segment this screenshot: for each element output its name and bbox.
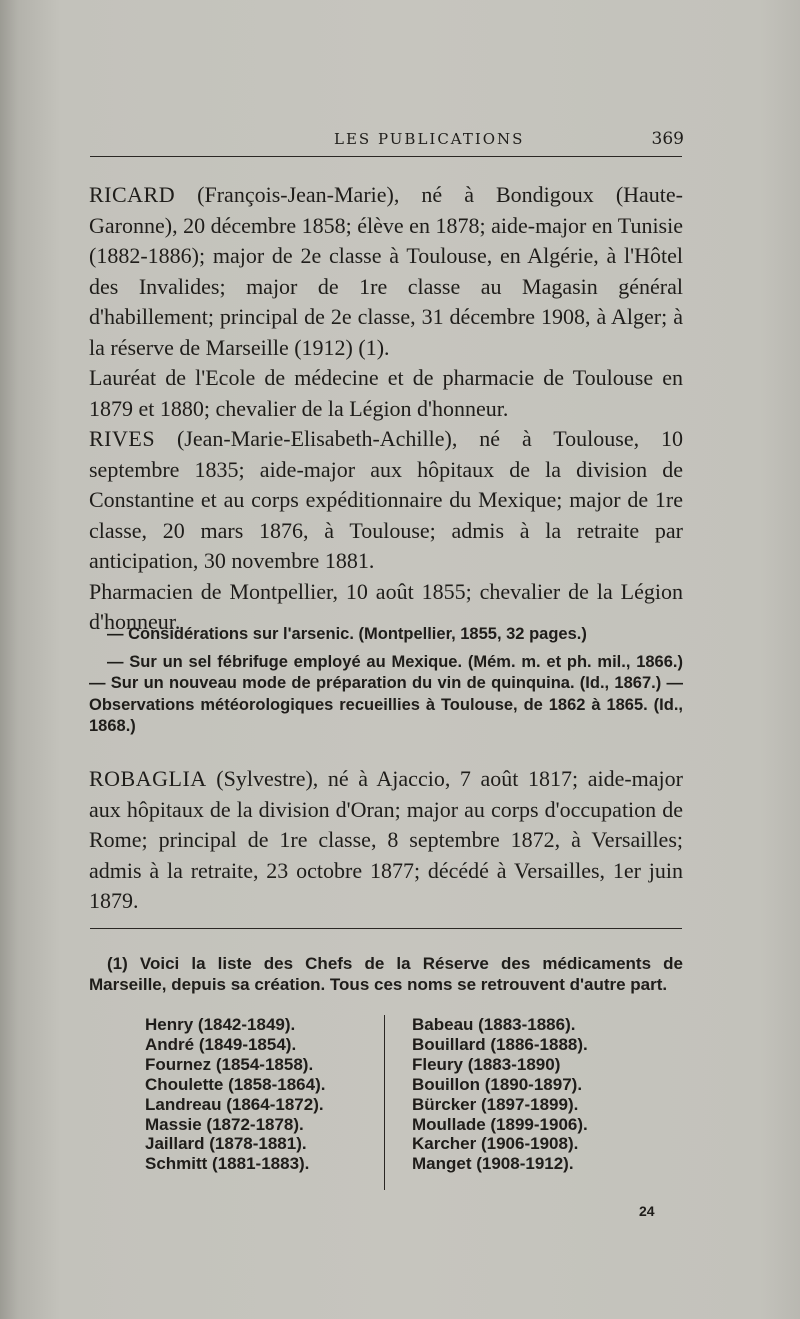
running-head: [0, 130, 800, 154]
list-item: Bouillon (1890-1897).: [412, 1074, 583, 1094]
entry-name: RICARD: [89, 182, 176, 207]
list-item: Jaillard (1878-1881).: [145, 1134, 307, 1154]
list-item: Choulette (1858-1864).: [145, 1074, 326, 1094]
right-column: [412, 1015, 588, 1174]
list-item: Bürcker (1897-1899).: [412, 1094, 579, 1114]
bibliography-item: — Considérations sur l'arsenic. (Montpellier, 1855, 32 pages.): [107, 625, 587, 643]
entry-note: Lauréat de l'Ecole de médecine et de pharmacie de Toulouse en 1879 et 1880; chevalier de la Légion d'honneur.: [89, 365, 683, 421]
signature-mark: 24: [639, 1203, 655, 1219]
list-item: Schmitt (1881-1883).: [145, 1154, 310, 1174]
list-item: Landreau (1864-1872).: [145, 1094, 324, 1114]
list-item: Fournez (1854-1858).: [145, 1054, 314, 1074]
entry-ricard: [89, 180, 683, 424]
footnote: [89, 953, 683, 995]
bibliography-item: — Sur un sel fébrifuge employé au Mexique. (Mém. m. et ph. mil., 1866.) — Sur un nouveau mode de préparation du vin de quinquina. (Id., 1867.) — Observations météorologiques recueillies à Toulouse, de 1862 à 1865. (Id., 1868.): [89, 652, 683, 735]
reserve-chiefs-list: [0, 1015, 800, 1255]
list-item: Fleury (1883-1890): [412, 1054, 561, 1074]
list-item: Moullade (1899-1906).: [412, 1114, 588, 1134]
entry-name: RIVES: [89, 426, 156, 451]
header-rule: [90, 156, 682, 157]
bibliography-rives: [89, 624, 683, 738]
list-item: Manget (1908-1912).: [412, 1154, 574, 1174]
list-item: Babeau (1883-1886).: [412, 1015, 576, 1034]
entry-body: (Sylvestre), né à Ajaccio, 7 août 1817; aide-major aux hôpitaux de la division d'Oran; major au corps d'occupation de Rome; principal de 1re classe, 8 septembre 1872, à Versailles; admis à la retraite, 23 octobre 1877; décédé à Versailles, 1er juin 1879.: [89, 766, 683, 913]
left-column: [145, 1015, 325, 1174]
page-number: 369: [651, 129, 684, 149]
footnote-rule: [90, 928, 682, 929]
entry-name: ROBAGLIA: [89, 766, 207, 791]
entry-note: Pharmacien de Montpellier, 10 août 1855; chevalier de la Légion d'honneur.: [89, 578, 683, 634]
list-item: Massie (1872-1878).: [145, 1114, 304, 1134]
entry-robaglia: [89, 764, 683, 917]
list-item: Karcher (1906-1908).: [412, 1134, 579, 1154]
list-item: Bouillard (1886-1888).: [412, 1034, 588, 1054]
list-item: Henry (1842-1849).: [145, 1015, 296, 1034]
footnote-text: (1) Voici la liste des Chefs de la Réserve des médicaments de Marseille, depuis sa création. Tous ces noms se retrouvent d'autre part.: [89, 954, 683, 994]
column-divider: [384, 1015, 385, 1190]
entry-body: (François-Jean-Marie), né à Bondigoux (Haute-Garonne), 20 décembre 1858; élève en 1878; aide-major en Tunisie (1882-1886); major de 2e classe à Toulouse, en Algérie, à l'Hôtel des Invalides; major de 1re classe au Magasin général d'habillement; principal de 2e classe, 31 décembre 1908, à Alger; à la réserve de Marseille (1912) (1).: [89, 182, 683, 360]
list-item: André (1849-1854).: [145, 1034, 297, 1054]
entry-body: (Jean-Marie-Elisabeth-Achille), né à Toulouse, 10 septembre 1835; aide-major aux hôpitaux de la division de Constantine et au corps expéditionnaire du Mexique; major de 1re classe, 20 mars 1876, à Toulouse; admis à la retraite par anticipation, 30 novembre 1881.: [89, 426, 683, 573]
running-title: LES PUBLICATIONS: [334, 130, 525, 148]
entry-rives: [89, 424, 683, 638]
